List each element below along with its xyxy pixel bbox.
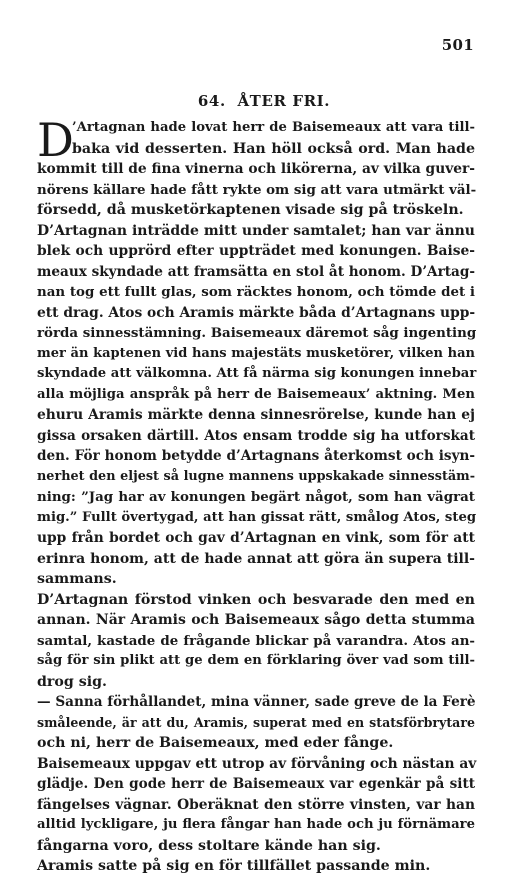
text-line: fängelses vägnar. Oberäknat den större vinsten, var han (37, 796, 475, 813)
page-number: 501 (441, 36, 474, 54)
text-line: baka vid desserten. Han höll också ord. Man hade (72, 140, 475, 157)
opening-paragraph-start (37, 113, 475, 167)
text-line: samtal, kastade de frågande blickar på varandra. Atos an- (37, 632, 475, 649)
body-text (37, 113, 477, 877)
chapter-number: 64. (197, 92, 226, 110)
text-line: rörda sinnesstämning. Baisemeaux däremot såg ingenting (37, 325, 477, 341)
text-line: ehuru Aramis märkte denna sinnesrörelse, kunde han ej (37, 407, 475, 423)
text-lines (37, 159, 475, 877)
text-line: glädje. Den gode herr de Baisemeaux var egenkär på sitt (37, 776, 475, 792)
text-line: erinra honom, att de hade annat att göra än supera till- (37, 550, 475, 567)
text-line: gissa orsaken därtill. Atos ensam trodde sig ha utforskat (37, 427, 475, 444)
text-line: D’Artagnan inträdde mitt under samtalet; han var ännu (37, 222, 475, 239)
text-line: annan. När Aramis och Baisemeaux sågo detta stumma (37, 612, 475, 628)
text-line: och ni, herr de Baisemeaux, med eder fånge. (37, 735, 394, 751)
text-line: upp från bordet och gav d’Artagnan en vink, som för att (37, 530, 475, 546)
text-line: såg för sin plikt att ge dem en förklaring över vad som till- (37, 653, 475, 668)
text-line: kommit till de fina vinerna och likörerna, av vilka guver- (37, 161, 476, 177)
text-line: mig.” Fullt övertygad, att han gissat rätt, smålog Atos, steg (37, 509, 477, 525)
text-line: Baisemeaux uppgav ett utrop av förvåning och nästan av (37, 755, 477, 772)
text-line: fångarna voro, dess stoltare kände han sig. (37, 837, 381, 854)
text-line: mer än kaptenen vid hans majestäts musketörer, vilken han (37, 345, 475, 361)
text-line: den. För honom betydde d’Artagnans återkomst och isyn- (37, 448, 475, 464)
text-line: D’Artagnan förstod vinken och besvarade den med en (37, 591, 475, 608)
text-line: ’Artagnan hade lovat herr de Baisemeaux att vara till- (72, 120, 475, 135)
drop-cap: D (37, 113, 74, 167)
text-line: ett drag. Atos och Aramis märkte båda d’Artagnans upp- (37, 304, 476, 321)
text-line: drog sig. (37, 673, 107, 690)
text-line: småleende, är att du, Aramis, superat med en statsförbrytare (37, 714, 475, 730)
text-line: meaux skyndade att framsätta en stol åt honom. D’Artag- (37, 263, 475, 280)
text-line: blek och upprörd efter uppträdet med konungen. Baise- (37, 243, 475, 259)
text-line: nan tog ett fullt glas, som räcktes honom, och tömde det i (37, 284, 475, 300)
text-line: Aramis satte på sig en för tillfället passande min. (37, 858, 431, 874)
text-line: försedd, då musketörkaptenen visade sig på tröskeln. (37, 202, 464, 218)
text-line: sammans. (37, 571, 117, 587)
text-line: ning: ”Jag har av konungen begärt något, som han vägrat (37, 489, 475, 505)
text-line: skyndade att välkomna. Att få närma sig konungen innebar (37, 366, 477, 381)
text-line: alla möjliga anspråk på herr de Baisemeaux’ aktning. Men (37, 386, 475, 402)
chapter-heading (0, 92, 528, 110)
text-line: nerhet den eljest så lugne mannens uppskakade sinnesstäm- (37, 468, 475, 484)
text-line: nörens källare hade fått rykte om sig att vara utmärkt väl- (37, 181, 477, 198)
text-line: — Sanna förhållandet, mina vänner, sade greve de la Ferè (37, 694, 476, 710)
chapter-title: ÅTER FRI. (237, 92, 331, 110)
text-line: alltid lyckligare, ju flera fångar han hade och ju förnämare (37, 817, 475, 832)
